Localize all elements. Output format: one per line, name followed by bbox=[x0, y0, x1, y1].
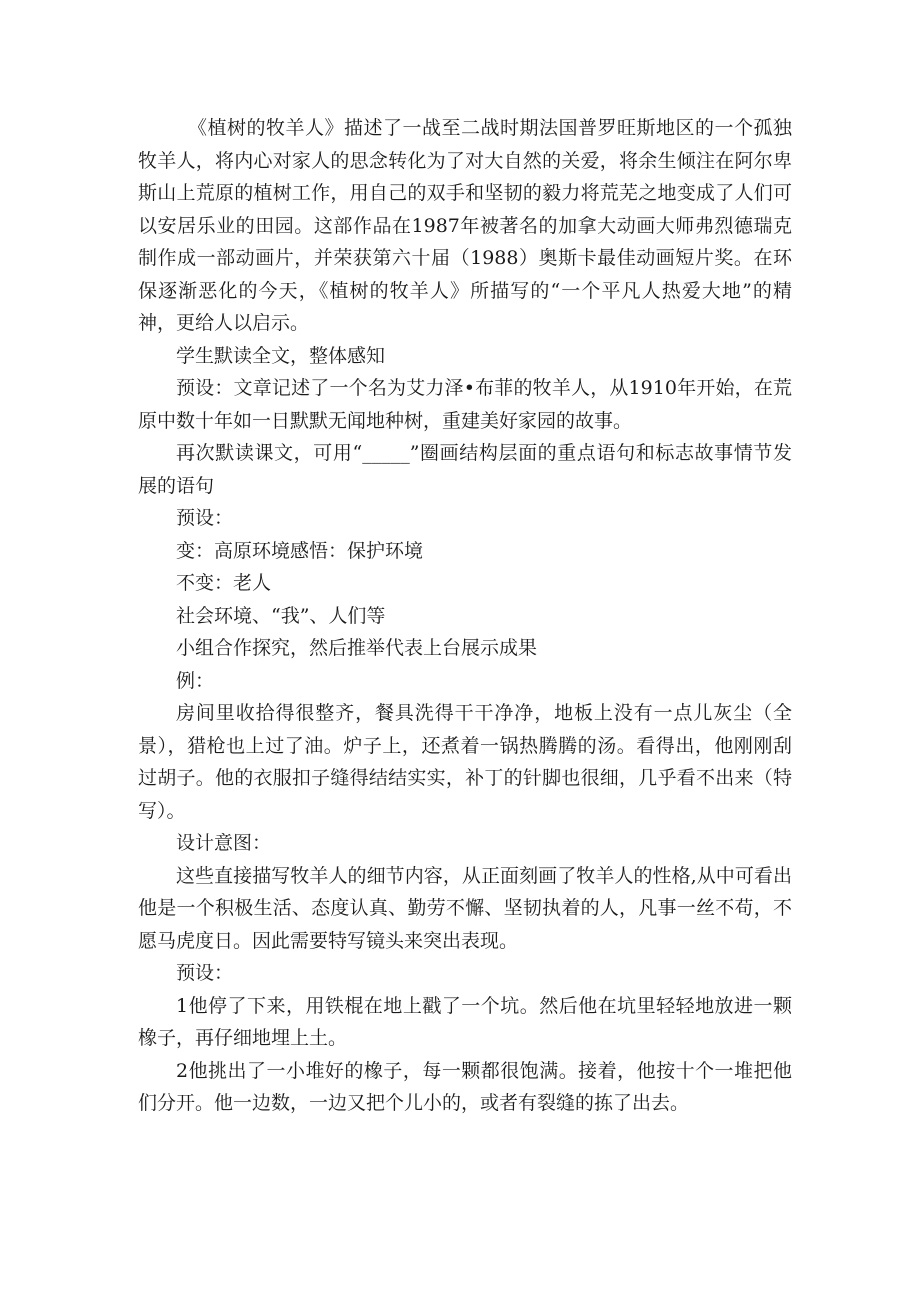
step-one: 1他停了下来，用铁棍在地上戳了一个坑。然后他在坑里轻轻地放进一颗橡子，再仔细地埋上土。 bbox=[138, 994, 792, 1049]
preset-label-3: 预设： bbox=[176, 962, 234, 984]
document-body bbox=[138, 112, 792, 1120]
preset-answer-1: 预设：文章记述了一个名为艾力泽•布菲的牧羊人，从1910年开始，在荒原中数十年如一日默默无闻地种树，重建美好家园的故事。 bbox=[138, 377, 792, 432]
design-label: 设计意图： bbox=[176, 832, 272, 854]
read-instruction-1: 学生默读全文，整体感知 bbox=[176, 344, 386, 367]
preset-label-2: 预设： bbox=[176, 507, 234, 529]
society-line: 社会环境、“我”、人们等 bbox=[176, 604, 386, 627]
example-paragraph: 房间里收拾得很整齐，餐具洗得干干净净，地板上没有一点儿灰尘（全景），猎枪也上过了油。炉子上，还煮着一锅热腾腾的汤。看得出，他刚刚刮过胡子。他的衣服扣子缝得结结实实，补丁的针脚也很细，几乎看不出来（特写）。 bbox=[138, 702, 792, 822]
unchanged-line: 不变：老人 bbox=[176, 572, 272, 594]
group-activity: 小组合作探究，然后推举代表上台展示成果 bbox=[176, 637, 538, 659]
design-paragraph: 这些直接描写牧羊人的细节内容，从正面刻画了牧羊人的性格,从中可看出他是一个积极生活、态度认真、勤劳不懈、坚韧执着的人，凡事一丝不苟，不愿马虎度日。因此需要特写镜头来突出表现。 bbox=[138, 864, 792, 952]
step-two: 2他挑出了一小堆好的橡子，每一颗都很饱满。接着，他按十个一堆把他们分开。他一边数，一边又把个儿小的，或者有裂缝的拣了出去。 bbox=[138, 1059, 792, 1114]
read-instruction-2: 再次默读课文，可用“_____”圈画结构层面的重点语句和标志故事情节发展的语句 bbox=[138, 442, 792, 497]
change-line: 变：高原环境感悟：保护环境 bbox=[176, 539, 424, 562]
example-label: 例： bbox=[176, 669, 215, 692]
intro-paragraph: 《植树的牧羊人》描述了一战至二战时期法国普罗旺斯地区的一个孤独牧羊人，将内心对家人的思念转化为了对大自然的关爱，将余生倾注在阿尔卑斯山上荒原的植树工作，用自己的双手和坚韧的毅力将荒芜之地变成了人们可以安居乐业的田园。这部作品在1987年被著名的加拿大动画大师弗烈德瑞克制作成一部动画片，并荣获第六十届（1988）奥斯卡最佳动画短片奖。在环保逐渐恶化的今天，《植树的牧羊人》所描写的“一个平凡人热爱大地”的精神，更给人以启示。 bbox=[138, 117, 792, 334]
